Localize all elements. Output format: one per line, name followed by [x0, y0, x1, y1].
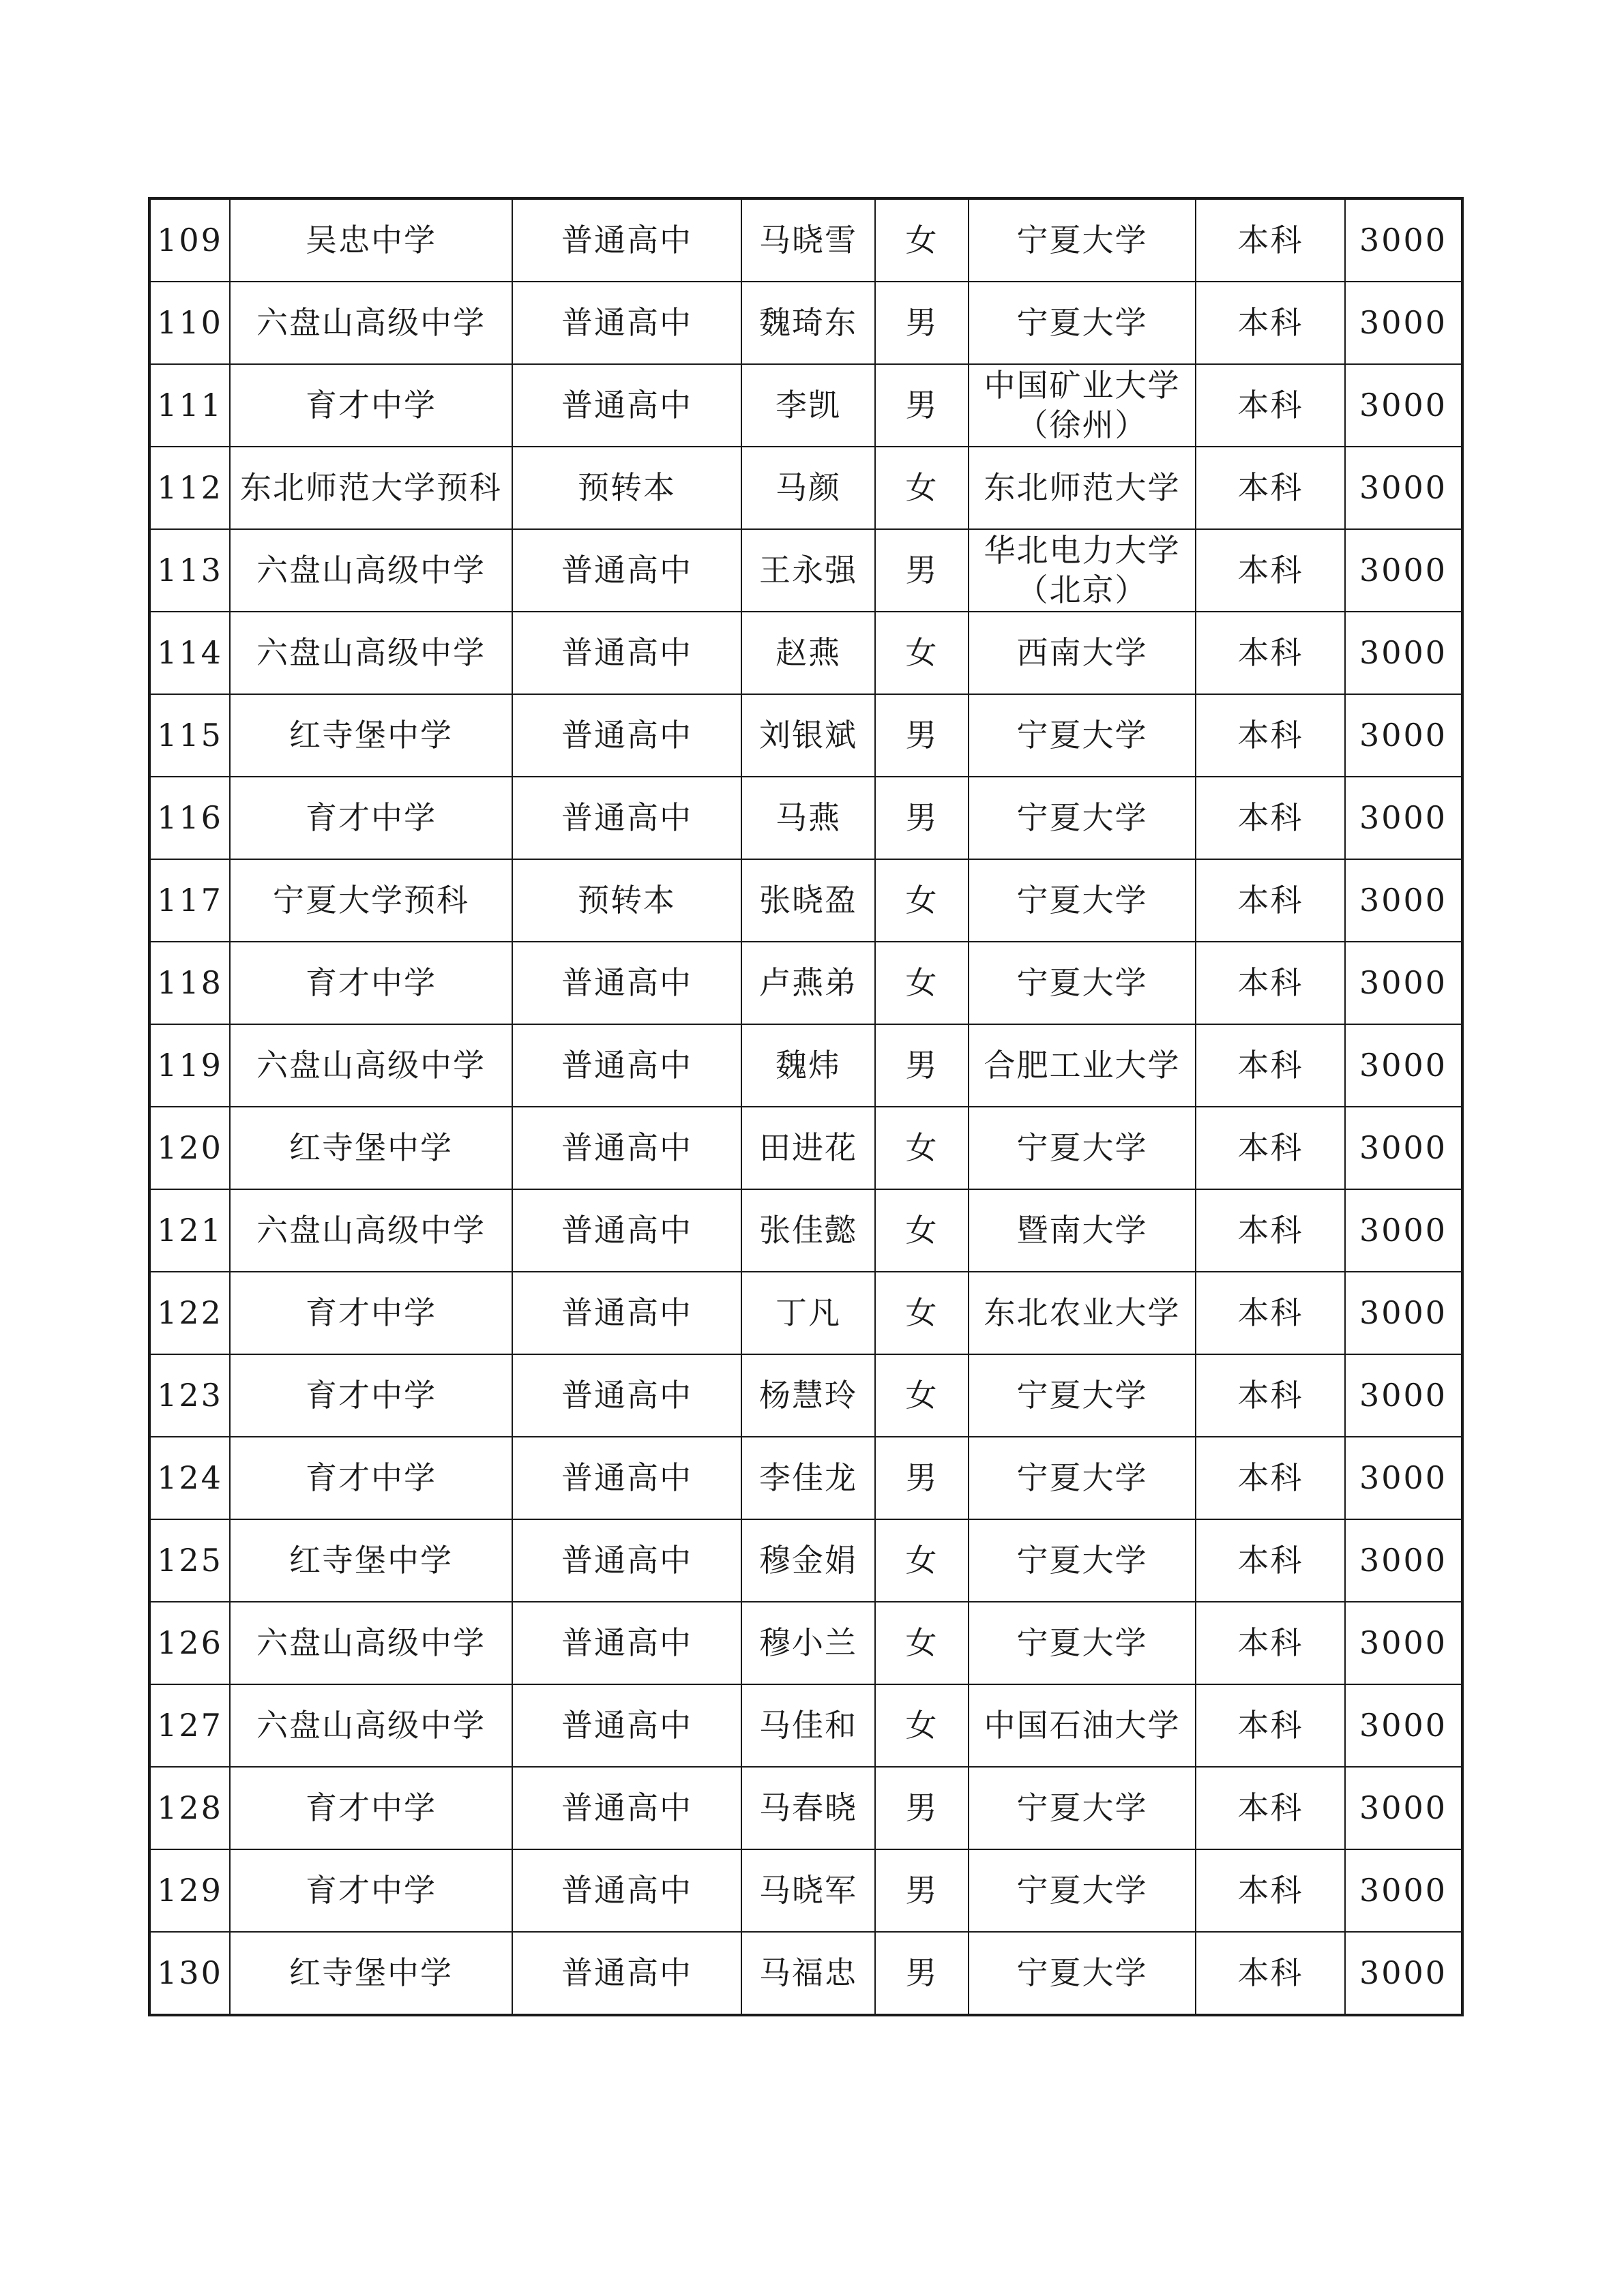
- university-cell: 中国矿业大学（徐州）: [969, 364, 1196, 447]
- student-name-cell: 马颜: [741, 447, 875, 529]
- gender-cell: 女: [875, 447, 969, 529]
- row-number-cell: 114: [149, 612, 230, 694]
- table-row: [149, 1932, 1462, 2015]
- university-cell: 西南大学: [969, 612, 1196, 694]
- table-row: [149, 612, 1462, 694]
- table-row: [149, 859, 1462, 942]
- row-number-cell: 111: [149, 364, 230, 447]
- university-cell: 宁夏大学: [969, 282, 1196, 364]
- school-cell: 吴忠中学: [230, 198, 512, 282]
- degree-level-cell: 本科: [1196, 1354, 1345, 1437]
- row-number-cell: 122: [149, 1272, 230, 1354]
- school-cell: 育才中学: [230, 777, 512, 859]
- amount-cell: 3000: [1345, 1107, 1462, 1189]
- table-row: [149, 1767, 1462, 1849]
- university-cell: 宁夏大学: [969, 1602, 1196, 1684]
- student-name-cell: 刘银斌: [741, 694, 875, 777]
- table-row: [149, 1107, 1462, 1189]
- university-cell: 宁夏大学: [969, 942, 1196, 1024]
- table-row: [149, 529, 1462, 612]
- student-name-cell: 王永强: [741, 529, 875, 612]
- university-cell: 宁夏大学: [969, 198, 1196, 282]
- school-cell: 育才中学: [230, 942, 512, 1024]
- student-name-cell: 杨慧玲: [741, 1354, 875, 1437]
- table-row: [149, 198, 1462, 282]
- table-row: [149, 777, 1462, 859]
- degree-level-cell: 本科: [1196, 942, 1345, 1024]
- student-name-cell: 穆小兰: [741, 1602, 875, 1684]
- amount-cell: 3000: [1345, 529, 1462, 612]
- school-cell: 育才中学: [230, 1767, 512, 1849]
- school-cell: 六盘山高级中学: [230, 282, 512, 364]
- degree-level-cell: 本科: [1196, 1272, 1345, 1354]
- school-cell: 六盘山高级中学: [230, 1684, 512, 1767]
- amount-cell: 3000: [1345, 1189, 1462, 1272]
- amount-cell: 3000: [1345, 612, 1462, 694]
- category-cell: 普通高中: [512, 1684, 741, 1767]
- gender-cell: 女: [875, 198, 969, 282]
- row-number-cell: 128: [149, 1767, 230, 1849]
- student-name-cell: 田进花: [741, 1107, 875, 1189]
- amount-cell: 3000: [1345, 1684, 1462, 1767]
- table-row: [149, 1354, 1462, 1437]
- gender-cell: 男: [875, 1932, 969, 2015]
- university-cell: 东北农业大学: [969, 1272, 1196, 1354]
- gender-cell: 女: [875, 1107, 969, 1189]
- amount-cell: 3000: [1345, 859, 1462, 942]
- row-number-cell: 115: [149, 694, 230, 777]
- category-cell: 普通高中: [512, 282, 741, 364]
- degree-level-cell: 本科: [1196, 1189, 1345, 1272]
- category-cell: 普通高中: [512, 198, 741, 282]
- row-number-cell: 129: [149, 1849, 230, 1932]
- amount-cell: 3000: [1345, 1437, 1462, 1519]
- amount-cell: 3000: [1345, 447, 1462, 529]
- student-name-cell: 张晓盈: [741, 859, 875, 942]
- amount-cell: 3000: [1345, 1932, 1462, 2015]
- gender-cell: 女: [875, 1272, 969, 1354]
- degree-level-cell: 本科: [1196, 777, 1345, 859]
- student-name-cell: 卢燕弟: [741, 942, 875, 1024]
- gender-cell: 男: [875, 529, 969, 612]
- table-row: [149, 1684, 1462, 1767]
- student-name-cell: 丁凡: [741, 1272, 875, 1354]
- degree-level-cell: 本科: [1196, 1107, 1345, 1189]
- row-number-cell: 127: [149, 1684, 230, 1767]
- category-cell: 预转本: [512, 447, 741, 529]
- table-row: [149, 694, 1462, 777]
- school-cell: 红寺堡中学: [230, 1932, 512, 2015]
- category-cell: 普通高中: [512, 1107, 741, 1189]
- gender-cell: 男: [875, 364, 969, 447]
- gender-cell: 女: [875, 1602, 969, 1684]
- university-cell: 华北电力大学（北京）: [969, 529, 1196, 612]
- degree-level-cell: 本科: [1196, 529, 1345, 612]
- category-cell: 预转本: [512, 859, 741, 942]
- category-cell: 普通高中: [512, 1519, 741, 1602]
- row-number-cell: 112: [149, 447, 230, 529]
- category-cell: 普通高中: [512, 612, 741, 694]
- school-cell: 育才中学: [230, 364, 512, 447]
- university-cell: 宁夏大学: [969, 777, 1196, 859]
- amount-cell: 3000: [1345, 1767, 1462, 1849]
- student-name-cell: 李佳龙: [741, 1437, 875, 1519]
- category-cell: 普通高中: [512, 1602, 741, 1684]
- degree-level-cell: 本科: [1196, 694, 1345, 777]
- category-cell: 普通高中: [512, 1767, 741, 1849]
- gender-cell: 女: [875, 1684, 969, 1767]
- school-cell: 育才中学: [230, 1354, 512, 1437]
- school-cell: 六盘山高级中学: [230, 612, 512, 694]
- degree-level-cell: 本科: [1196, 1602, 1345, 1684]
- gender-cell: 男: [875, 694, 969, 777]
- row-number-cell: 130: [149, 1932, 230, 2015]
- student-name-cell: 赵燕: [741, 612, 875, 694]
- row-number-cell: 120: [149, 1107, 230, 1189]
- category-cell: 普通高中: [512, 694, 741, 777]
- table-body: [149, 198, 1462, 2015]
- category-cell: 普通高中: [512, 1024, 741, 1107]
- degree-level-cell: 本科: [1196, 1437, 1345, 1519]
- category-cell: 普通高中: [512, 1272, 741, 1354]
- university-cell: 宁夏大学: [969, 694, 1196, 777]
- student-name-cell: 张佳懿: [741, 1189, 875, 1272]
- student-name-cell: 马晓军: [741, 1849, 875, 1932]
- degree-level-cell: 本科: [1196, 1849, 1345, 1932]
- degree-level-cell: 本科: [1196, 282, 1345, 364]
- amount-cell: 3000: [1345, 942, 1462, 1024]
- gender-cell: 女: [875, 1189, 969, 1272]
- university-cell: 宁夏大学: [969, 1107, 1196, 1189]
- degree-level-cell: 本科: [1196, 1684, 1345, 1767]
- university-cell: 宁夏大学: [969, 1519, 1196, 1602]
- gender-cell: 女: [875, 1354, 969, 1437]
- amount-cell: 3000: [1345, 1024, 1462, 1107]
- category-cell: 普通高中: [512, 1932, 741, 2015]
- school-cell: 六盘山高级中学: [230, 1602, 512, 1684]
- category-cell: 普通高中: [512, 529, 741, 612]
- student-name-cell: 魏琦东: [741, 282, 875, 364]
- student-name-cell: 马晓雪: [741, 198, 875, 282]
- university-cell: 宁夏大学: [969, 1767, 1196, 1849]
- student-name-cell: 李凯: [741, 364, 875, 447]
- row-number-cell: 109: [149, 198, 230, 282]
- school-cell: 红寺堡中学: [230, 694, 512, 777]
- university-cell: 宁夏大学: [969, 1437, 1196, 1519]
- school-cell: 育才中学: [230, 1849, 512, 1932]
- university-cell: 合肥工业大学: [969, 1024, 1196, 1107]
- gender-cell: 女: [875, 942, 969, 1024]
- amount-cell: 3000: [1345, 198, 1462, 282]
- school-cell: 六盘山高级中学: [230, 1024, 512, 1107]
- school-cell: 东北师范大学预科: [230, 447, 512, 529]
- row-number-cell: 118: [149, 942, 230, 1024]
- gender-cell: 男: [875, 1024, 969, 1107]
- degree-level-cell: 本科: [1196, 1932, 1345, 2015]
- table-row: [149, 942, 1462, 1024]
- student-name-cell: 马春晓: [741, 1767, 875, 1849]
- student-name-cell: 魏炜: [741, 1024, 875, 1107]
- student-name-cell: 马佳和: [741, 1684, 875, 1767]
- table-row: [149, 1602, 1462, 1684]
- amount-cell: 3000: [1345, 694, 1462, 777]
- table-row: [149, 447, 1462, 529]
- student-name-cell: 穆金娟: [741, 1519, 875, 1602]
- student-name-cell: 马福忠: [741, 1932, 875, 2015]
- school-cell: 六盘山高级中学: [230, 1189, 512, 1272]
- university-cell: 宁夏大学: [969, 1932, 1196, 2015]
- row-number-cell: 126: [149, 1602, 230, 1684]
- table-row: [149, 1024, 1462, 1107]
- school-cell: 红寺堡中学: [230, 1107, 512, 1189]
- student-name-cell: 马燕: [741, 777, 875, 859]
- school-cell: 宁夏大学预科: [230, 859, 512, 942]
- degree-level-cell: 本科: [1196, 859, 1345, 942]
- amount-cell: 3000: [1345, 1272, 1462, 1354]
- table-row: [149, 1519, 1462, 1602]
- row-number-cell: 124: [149, 1437, 230, 1519]
- degree-level-cell: 本科: [1196, 447, 1345, 529]
- amount-cell: 3000: [1345, 1602, 1462, 1684]
- row-number-cell: 116: [149, 777, 230, 859]
- degree-level-cell: 本科: [1196, 1767, 1345, 1849]
- degree-level-cell: 本科: [1196, 1519, 1345, 1602]
- school-cell: 育才中学: [230, 1272, 512, 1354]
- category-cell: 普通高中: [512, 942, 741, 1024]
- category-cell: 普通高中: [512, 1189, 741, 1272]
- gender-cell: 女: [875, 612, 969, 694]
- category-cell: 普通高中: [512, 1849, 741, 1932]
- row-number-cell: 119: [149, 1024, 230, 1107]
- degree-level-cell: 本科: [1196, 364, 1345, 447]
- university-cell: 暨南大学: [969, 1189, 1196, 1272]
- gender-cell: 男: [875, 1767, 969, 1849]
- category-cell: 普通高中: [512, 364, 741, 447]
- amount-cell: 3000: [1345, 282, 1462, 364]
- amount-cell: 3000: [1345, 1849, 1462, 1932]
- degree-level-cell: 本科: [1196, 198, 1345, 282]
- gender-cell: 男: [875, 1437, 969, 1519]
- amount-cell: 3000: [1345, 364, 1462, 447]
- amount-cell: 3000: [1345, 1354, 1462, 1437]
- table-row: [149, 1437, 1462, 1519]
- gender-cell: 女: [875, 1519, 969, 1602]
- row-number-cell: 117: [149, 859, 230, 942]
- category-cell: 普通高中: [512, 777, 741, 859]
- amount-cell: 3000: [1345, 777, 1462, 859]
- university-cell: 宁夏大学: [969, 859, 1196, 942]
- row-number-cell: 113: [149, 529, 230, 612]
- gender-cell: 男: [875, 282, 969, 364]
- gender-cell: 男: [875, 777, 969, 859]
- table-row: [149, 1189, 1462, 1272]
- student-roster-table: [148, 197, 1464, 2016]
- row-number-cell: 125: [149, 1519, 230, 1602]
- table-row: [149, 1849, 1462, 1932]
- table-row: [149, 1272, 1462, 1354]
- amount-cell: 3000: [1345, 1519, 1462, 1602]
- gender-cell: 男: [875, 1849, 969, 1932]
- university-cell: 中国石油大学: [969, 1684, 1196, 1767]
- table-row: [149, 282, 1462, 364]
- row-number-cell: 123: [149, 1354, 230, 1437]
- school-cell: 六盘山高级中学: [230, 529, 512, 612]
- row-number-cell: 110: [149, 282, 230, 364]
- row-number-cell: 121: [149, 1189, 230, 1272]
- gender-cell: 女: [875, 859, 969, 942]
- degree-level-cell: 本科: [1196, 1024, 1345, 1107]
- school-cell: 育才中学: [230, 1437, 512, 1519]
- table-row: [149, 364, 1462, 447]
- university-cell: 宁夏大学: [969, 1849, 1196, 1932]
- school-cell: 红寺堡中学: [230, 1519, 512, 1602]
- university-cell: 东北师范大学: [969, 447, 1196, 529]
- university-cell: 宁夏大学: [969, 1354, 1196, 1437]
- category-cell: 普通高中: [512, 1354, 741, 1437]
- degree-level-cell: 本科: [1196, 612, 1345, 694]
- category-cell: 普通高中: [512, 1437, 741, 1519]
